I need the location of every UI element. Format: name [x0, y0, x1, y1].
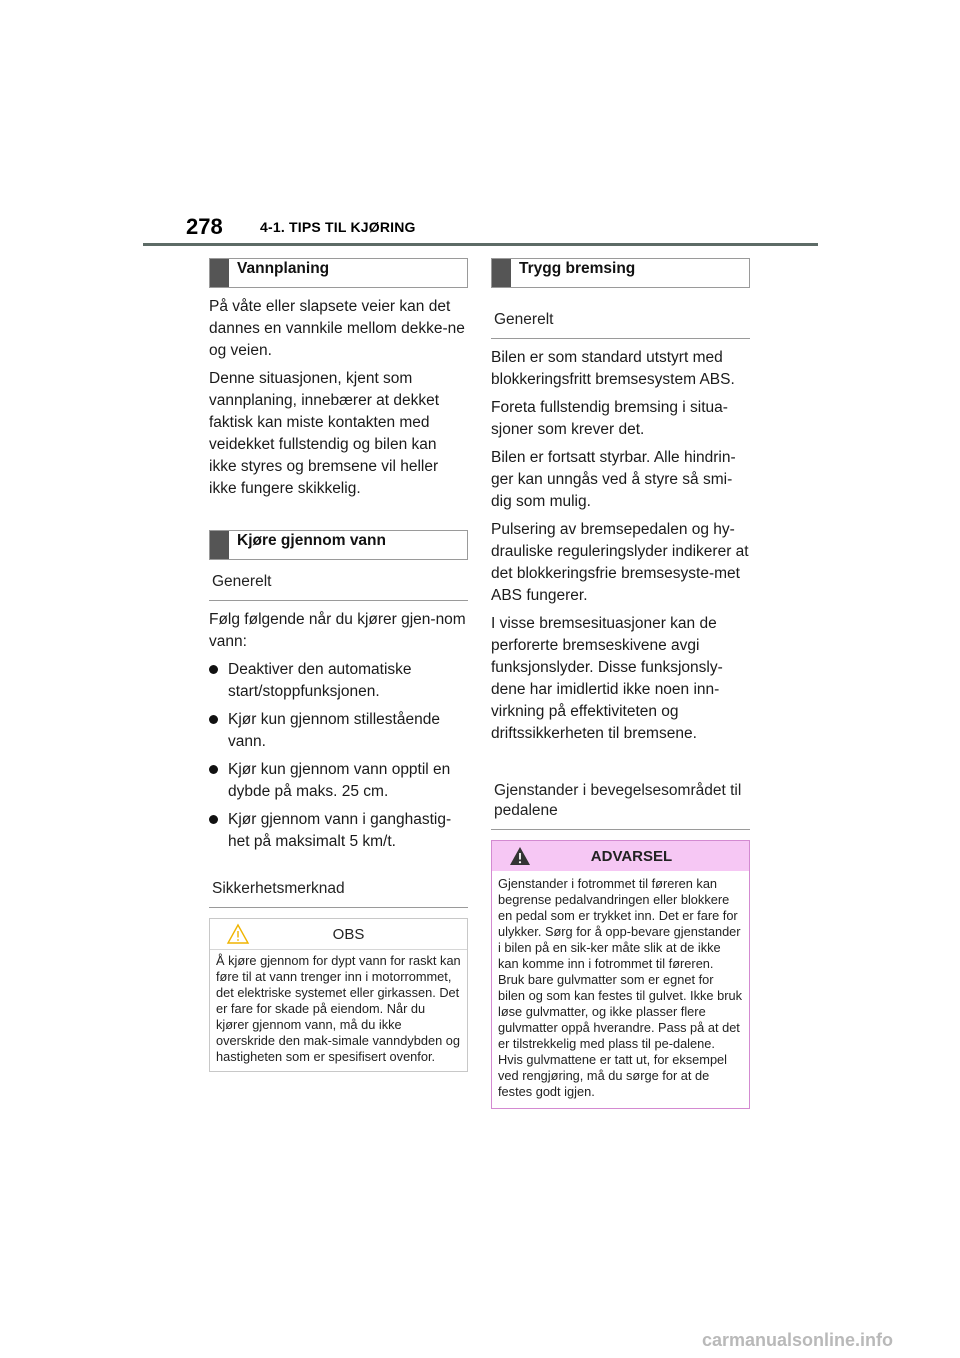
section-marker [210, 259, 229, 287]
bullet-list [209, 659, 468, 853]
warning-box [491, 840, 750, 1109]
header-rule [143, 243, 818, 246]
section-title: Trygg bremsing [519, 260, 636, 277]
notice-box [209, 918, 468, 1072]
section-heading-vann [209, 530, 468, 560]
right-column [491, 258, 750, 1109]
bullet-icon [209, 765, 218, 774]
notice-text: Å kjøre gjennom for dypt vann for raskt kan føre til at vann trenger inn i motorrommet, det elektriske systemet eller girkassen. Det er fare for skade på eiendom. Når du kjører gjennom vann, må du ikke overskride den mak-simale vanndybden og hastigheten som er spesifisert ovenfor. [216, 953, 461, 1064]
paragraph: Følg følgende når du kjører gjen-nom vann: [209, 611, 466, 650]
paragraph: Pulsering av bremsepedalen og hy-drauliske reguleringslyder indikerer at det blokkeringsfrie bremsesyste-met ABS fungerer. [491, 521, 749, 604]
notice-header [210, 919, 467, 950]
list-item: Kjør gjennom vann i ganghastig-het på maksimalt 5 km/t. [209, 809, 468, 853]
section-title: Kjøre gjennom vann [237, 532, 386, 549]
caution-triangle-icon [226, 923, 250, 945]
section-marker [210, 531, 229, 559]
warning-triangle-icon [508, 845, 532, 867]
paragraph: Foreta fullstendig bremsing i situa-sjoner som krever det. [491, 399, 728, 438]
list-item: Deaktiver den automatiske start/stoppfunksjonen. [209, 659, 468, 703]
bullet-icon [209, 815, 218, 824]
notice-label: OBS [332, 925, 365, 943]
bullet-icon [209, 665, 218, 674]
subheading-generelt: Generelt [491, 302, 750, 339]
bullet-icon [209, 715, 218, 724]
warning-header [492, 841, 749, 871]
list-item: Kjør kun gjennom vann opptil en dybde på maks. 25 cm. [209, 759, 468, 803]
paragraph: Bilen er som standard utstyrt med blokkeringsfritt bremsesystem ABS. [491, 349, 735, 388]
section-title: Vannplaning [237, 260, 330, 277]
subheading-generelt: Generelt [209, 564, 468, 601]
section-heading-vannplaning [209, 258, 468, 288]
subheading-sikkerhetsmerknad: Sikkerhetsmerknad [209, 871, 468, 908]
warning-label: ADVARSEL [590, 847, 673, 865]
warning-text: Gjenstander i fotrommet til føreren kan begrense pedalvandringen eller blokkere en pedal som er trykket inn. Det er fare for ulykker. Sørg for å opp-bevare gjenstander i bilen på en sik-ker måte slik at de ikke kan komme inn i fotrommet til føreren. Bruk bare gulvmatter som er egnet for bilen og som kan festes til gulvet. Ikke bruk løse gulvmatter, og ikke plasser flere gulvmatter oppå hverandre. Pass på at det er tilstrekkelig med plass til pe-dalene. Hvis gulvmattene er tatt ut, for eksempel ved rengjøring, må du sørge for at de festes godt igjen. [498, 876, 742, 1099]
paragraph: Denne situasjonen, kjent som vannplaning, innebærer at dekket faktisk kan miste kontakten med veidekket fullstendig og bilen kan ikke styres og bremsene vil heller ikke fungere skikkelig. [209, 370, 440, 497]
left-column [209, 258, 468, 1072]
paragraph: Bilen er fortsatt styrbar. Alle hindrin-ger kan unngås ved å styre så smi-dig som mulig. [491, 449, 736, 510]
watermark: carmanualsonline.info [702, 1330, 894, 1350]
chapter-title: 4-1. TIPS TIL KJØRING [260, 219, 416, 235]
paragraph: På våte eller slapsete veier kan det dannes en vannkile mellom dekke-ne og veien. [209, 298, 465, 359]
list-item: Kjør kun gjennom stillestående vann. [209, 709, 468, 753]
section-heading-bremsing [491, 258, 750, 288]
subheading-pedaler: Gjenstander i bevegelsesområdet til pedalene [491, 773, 750, 830]
page-number: 278 [186, 214, 223, 239]
paragraph: I visse bremsesituasjoner kan de perforerte bremseskivene avgi funksjonslyder. Disse funksjonsly-dene har imidlertid ikke noen inn-virkning på effektiviteten og driftssikkerheten til bremsene. [491, 615, 723, 742]
section-marker [492, 259, 511, 287]
